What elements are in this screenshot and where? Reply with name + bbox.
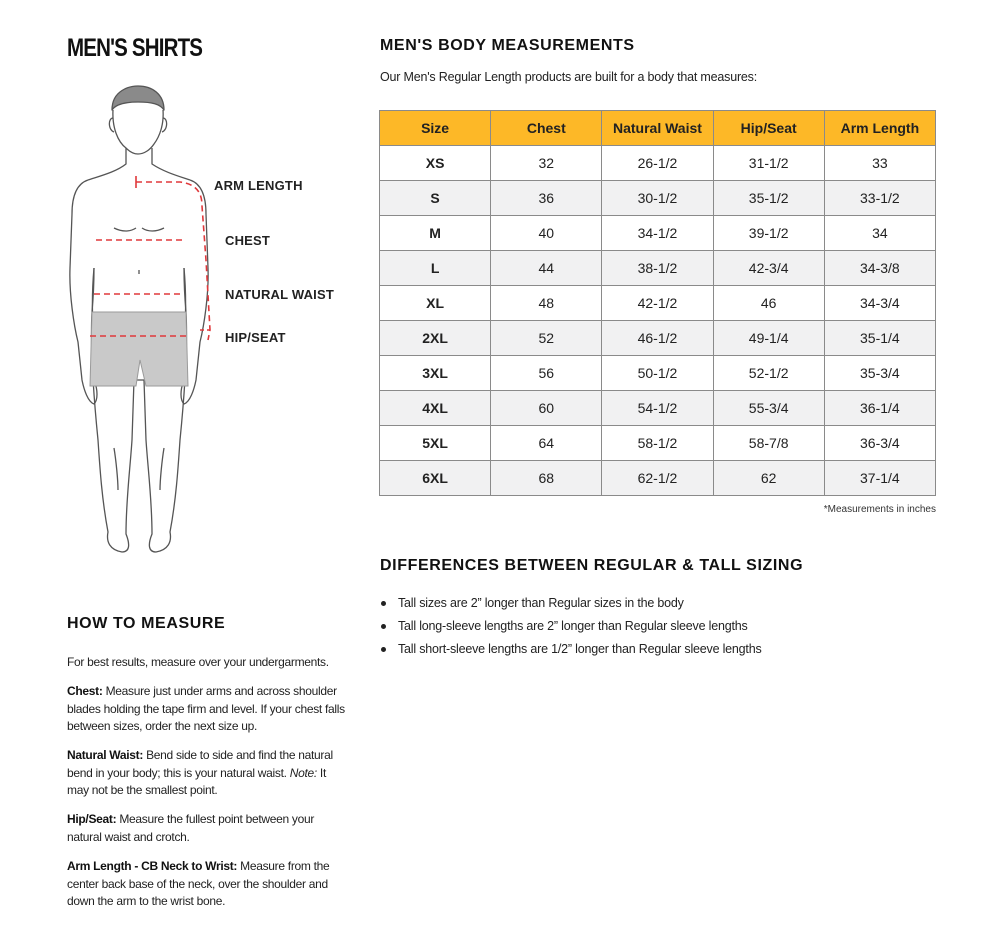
cell-chest: 32 [491, 146, 602, 181]
table-row [380, 321, 936, 356]
cell-chest: 52 [491, 321, 602, 356]
column-header-hip-seat: Hip/Seat [713, 111, 824, 146]
cell-size: 3XL [380, 356, 491, 391]
table-row [380, 216, 936, 251]
cell-chest: 44 [491, 251, 602, 286]
cell-natural-waist: 26-1/2 [602, 146, 713, 181]
cell-arm-length: 34-3/8 [824, 251, 935, 286]
cell-arm-length: 33-1/2 [824, 181, 935, 216]
size-chart-table [379, 110, 936, 496]
arm-length-instruction [67, 858, 347, 911]
natural-waist-instruction [67, 747, 347, 800]
cell-chest: 60 [491, 391, 602, 426]
cell-natural-waist: 34-1/2 [602, 216, 713, 251]
cell-arm-length: 33 [824, 146, 935, 181]
instruction-term: Natural Waist: [67, 748, 144, 762]
table-header-row [380, 111, 936, 146]
note-text: It may not be the smallest point. [67, 765, 326, 797]
cell-hip-seat: 58-7/8 [713, 426, 824, 461]
hip-seat-label: HIP/SEAT [225, 330, 286, 345]
instruction-term: Hip/Seat: [67, 812, 117, 826]
table-row [380, 391, 936, 426]
instruction-text: Measure from the center back base of the neck, over the shoulder and down the arm to the wrist bone. [67, 859, 330, 908]
cell-natural-waist: 42-1/2 [602, 286, 713, 321]
hip-seat-instruction [67, 811, 347, 846]
cell-arm-length: 36-1/4 [824, 391, 935, 426]
column-header-size: Size [380, 111, 491, 146]
cell-natural-waist: 54-1/2 [602, 391, 713, 426]
cell-chest: 36 [491, 181, 602, 216]
cell-chest: 64 [491, 426, 602, 461]
body-silhouette-illustration [60, 80, 350, 590]
cell-arm-length: 34-3/4 [824, 286, 935, 321]
cell-size: 6XL [380, 461, 491, 496]
cell-chest: 40 [491, 216, 602, 251]
cell-size: S [380, 181, 491, 216]
table-row [380, 461, 936, 496]
cell-hip-seat: 39-1/2 [713, 216, 824, 251]
cell-hip-seat: 62 [713, 461, 824, 496]
list-item: Tall sizes are 2” longer than Regular sizes in the body [380, 596, 762, 619]
cell-arm-length: 37-1/4 [824, 461, 935, 496]
how-to-measure-title: HOW TO MEASURE [67, 615, 226, 632]
cell-size: XS [380, 146, 491, 181]
cell-hip-seat: 49-1/4 [713, 321, 824, 356]
cell-natural-waist: 38-1/2 [602, 251, 713, 286]
cell-natural-waist: 50-1/2 [602, 356, 713, 391]
instruction-term: Chest: [67, 684, 103, 698]
table-row [380, 181, 936, 216]
cell-arm-length: 35-1/4 [824, 321, 935, 356]
column-header-natural-waist: Natural Waist [602, 111, 713, 146]
table-row [380, 356, 936, 391]
page-title: MEN'S SHIRTS [67, 34, 203, 62]
instruction-term: Arm Length - CB Neck to Wrist: [67, 859, 238, 873]
cell-natural-waist: 46-1/2 [602, 321, 713, 356]
body-measurement-figure [60, 80, 350, 590]
cell-size: 4XL [380, 391, 491, 426]
cell-size: 2XL [380, 321, 491, 356]
differences-title: DIFFERENCES BETWEEN REGULAR & TALL SIZING [380, 557, 804, 574]
table-row [380, 146, 936, 181]
measurement-footnote: *Measurements in inches [823, 504, 936, 515]
chest-label: CHEST [225, 233, 271, 248]
instruction-text: Measure the fullest point between your natural waist and crotch. [67, 812, 315, 844]
column-header-arm-length: Arm Length [824, 111, 935, 146]
note-label: Note: [289, 765, 317, 780]
instruction-text: Bend side to side and find the natural bend in your body; this is your natural waist. [67, 748, 333, 780]
cell-arm-length: 34 [824, 216, 935, 251]
cell-chest: 56 [491, 356, 602, 391]
cell-chest: 48 [491, 286, 602, 321]
shorts-shape [90, 312, 188, 386]
differences-list [380, 596, 762, 665]
arm-length-label: ARM LENGTH [214, 178, 303, 193]
list-item: Tall long-sleeve lengths are 2” longer than Regular sleeve lengths [380, 619, 762, 642]
body-measurements-title: MEN'S BODY MEASUREMENTS [380, 37, 635, 54]
cell-natural-waist: 62-1/2 [602, 461, 713, 496]
natural-waist-label: NATURAL WAIST [225, 287, 334, 302]
cell-size: M [380, 216, 491, 251]
cell-natural-waist: 58-1/2 [602, 426, 713, 461]
table-row [380, 286, 936, 321]
table-row [380, 251, 936, 286]
cell-chest: 68 [491, 461, 602, 496]
list-item: Tall short-sleeve lengths are 1/2” longer than Regular sleeve lengths [380, 642, 762, 665]
cell-natural-waist: 30-1/2 [602, 181, 713, 216]
size-chart-body [380, 146, 936, 496]
instruction-text: Measure just under arms and across shoulder blades holding the tape firm and level. If your chest falls between sizes, order the next size up. [67, 684, 345, 733]
cell-hip-seat: 31-1/2 [713, 146, 824, 181]
cell-hip-seat: 35-1/2 [713, 181, 824, 216]
cell-size: L [380, 251, 491, 286]
cell-hip-seat: 46 [713, 286, 824, 321]
cell-arm-length: 35-3/4 [824, 356, 935, 391]
chest-instruction [67, 683, 347, 736]
cell-size: XL [380, 286, 491, 321]
column-header-chest: Chest [491, 111, 602, 146]
table-row [380, 426, 936, 461]
cell-hip-seat: 55-3/4 [713, 391, 824, 426]
cell-size: 5XL [380, 426, 491, 461]
how-to-measure-intro: For best results, measure over your undergarments. [67, 655, 329, 669]
body-measurements-intro: Our Men's Regular Length products are built for a body that measures: [380, 70, 757, 84]
cell-hip-seat: 52-1/2 [713, 356, 824, 391]
cell-arm-length: 36-3/4 [824, 426, 935, 461]
cell-hip-seat: 42-3/4 [713, 251, 824, 286]
